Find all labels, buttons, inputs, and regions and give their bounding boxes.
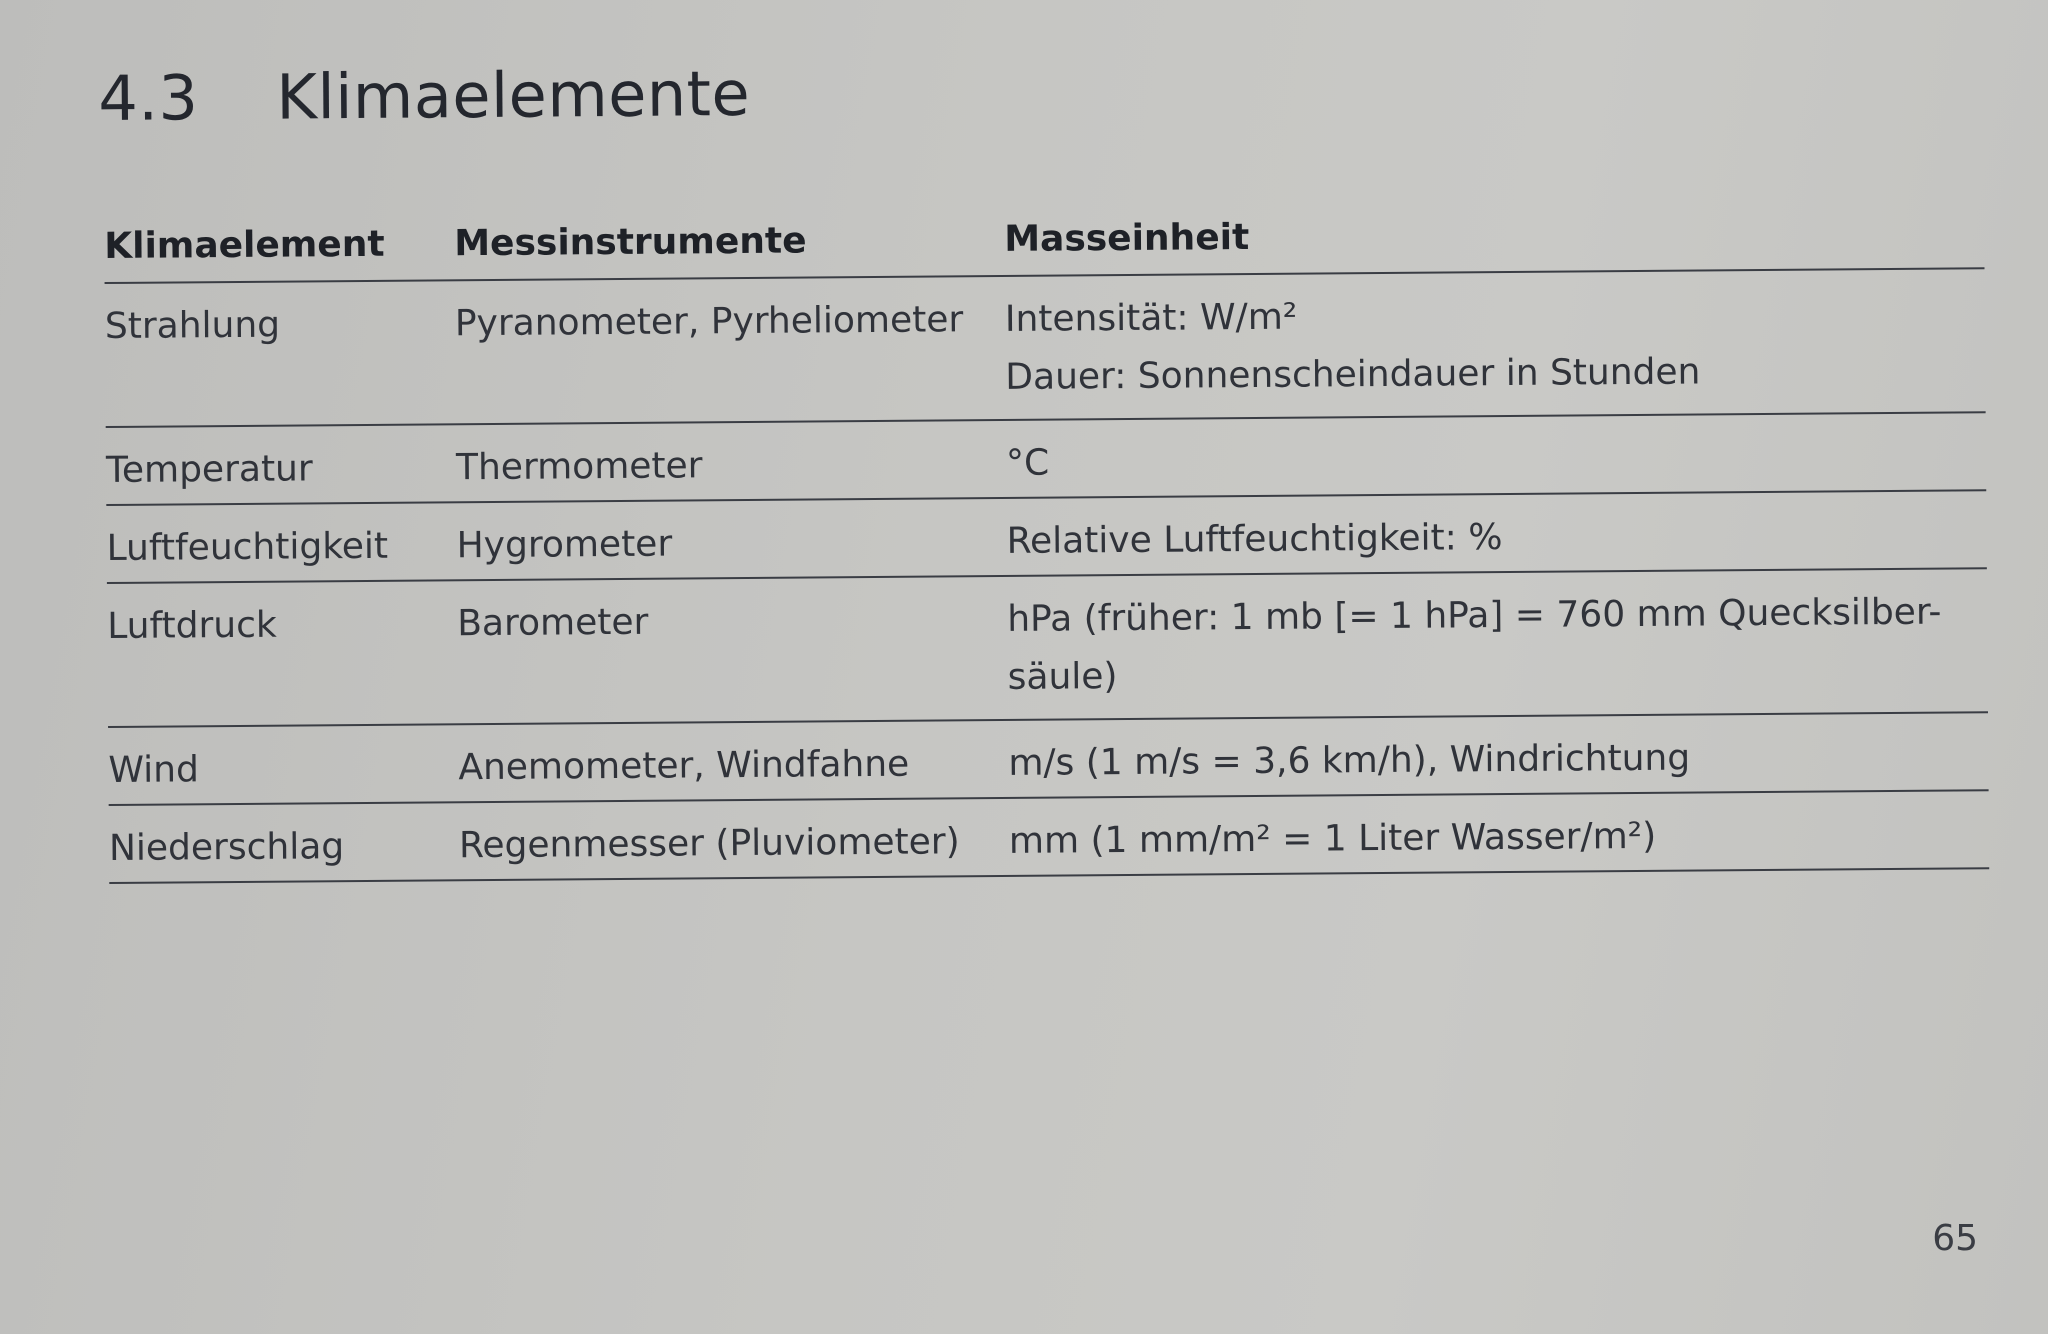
unit-cell — [1005, 283, 1986, 407]
unit-line: Dauer: Sonnenscheindauer in Stunden — [1005, 351, 1701, 398]
unit-line: säule) — [1007, 656, 1118, 698]
unit-cell: °C — [1005, 442, 1050, 484]
table-row — [106, 491, 1987, 584]
instrument-cell: Barometer — [457, 601, 649, 645]
section-number: 4.3 — [98, 61, 199, 135]
instrument-cell: Thermometer — [455, 445, 703, 489]
element-cell: Temperatur — [105, 448, 313, 491]
table-row — [107, 569, 1988, 728]
instrument-cell: Hygrometer — [456, 523, 673, 567]
table-row — [105, 269, 1986, 428]
table-row — [108, 713, 1989, 806]
unit-line: hPa (früher: 1 mb [= 1 hPa] = 760 mm Quecksilber- — [1007, 591, 1942, 640]
page-number: 65 — [1932, 1218, 1978, 1259]
table-row — [106, 413, 1987, 506]
element-cell: Strahlung — [104, 304, 281, 347]
column-header-messinstrumente: Messinstrumente — [454, 220, 807, 265]
section-heading — [98, 57, 750, 135]
column-header-klimaelement: Klimaelement — [104, 223, 385, 267]
instrument-cell: Pyranometer, Pyrheliometer — [454, 299, 964, 345]
unit-cell — [1007, 583, 1988, 707]
column-header-masseinheit: Masseinheit — [1004, 217, 1250, 260]
instrument-cell: Regenmesser (Pluviometer) — [458, 821, 960, 867]
element-cell: Luftfeuchtigkeit — [106, 525, 389, 569]
element-cell: Luftdruck — [107, 604, 277, 647]
table-row — [109, 791, 1990, 884]
element-cell: Wind — [108, 749, 200, 791]
unit-cell: Relative Luftfeuchtigkeit: % — [1006, 517, 1503, 562]
unit-cell: m/s (1 m/s = 3,6 km/h), Windrichtung — [1008, 737, 1691, 784]
element-cell: Niederschlag — [108, 826, 345, 869]
unit-cell: mm (1 mm/m² = 1 Liter Wasser/m²) — [1008, 815, 1657, 862]
climate-elements-table — [104, 197, 1989, 884]
instrument-cell: Anemometer, Windfahne — [458, 743, 910, 789]
unit-line: Intensität: W/m² — [1004, 296, 1298, 340]
section-title: Klimaelemente — [275, 56, 751, 134]
